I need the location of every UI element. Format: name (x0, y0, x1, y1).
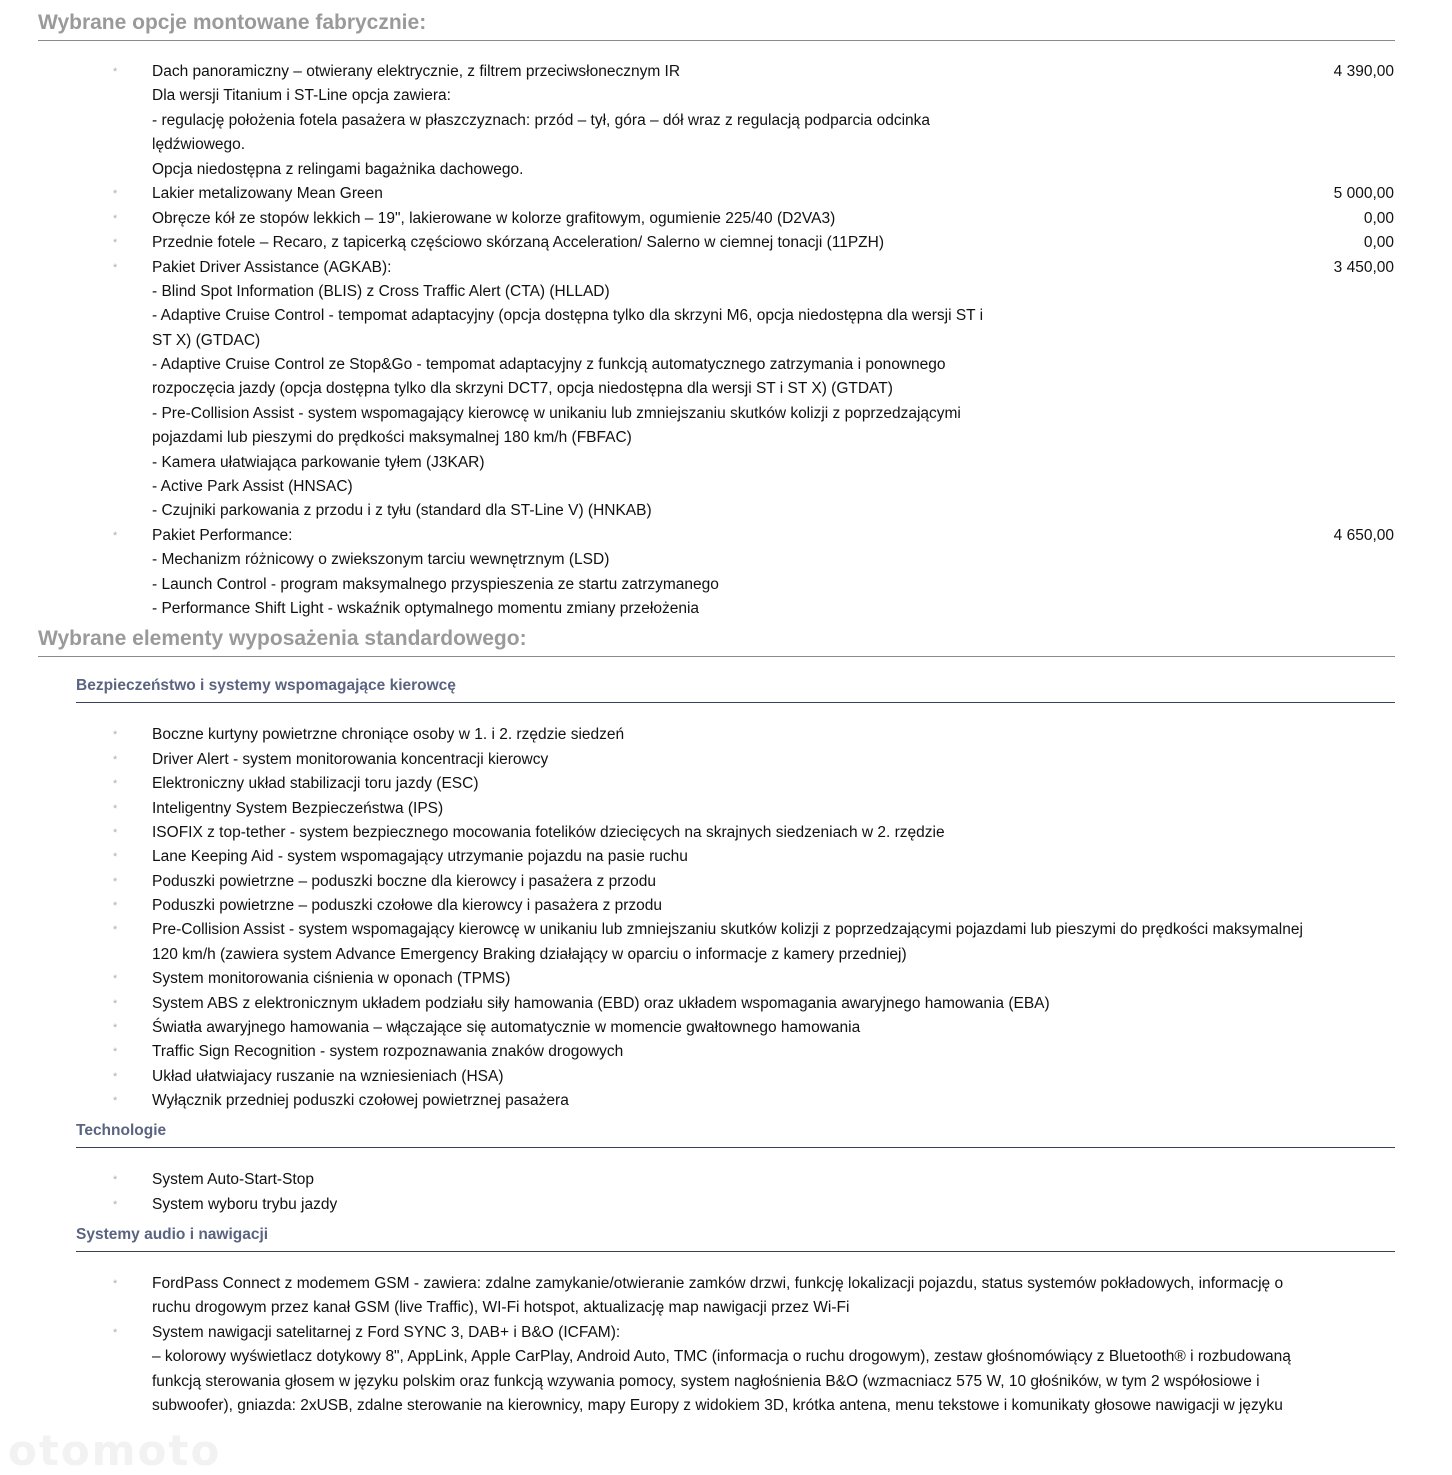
bullet-icon: * (113, 262, 118, 274)
list-item: System monitorowania ciśnienia w oponach (TPMS) (152, 970, 511, 987)
list-item: Poduszki powietrzne – poduszki czołowe dla kierowcy i pasażera z przodu (152, 897, 663, 914)
option-line: pojazdami lub pieszymi do prędkości maksymalnej 180 km/h (FBFAC) (152, 429, 632, 446)
option-line: Przednie fotele – Recaro, z tapicerką częściowo skórzaną Acceleration/ Salerno w ciemnej tonacji (11PZH) (152, 234, 884, 251)
bullet-icon: * (113, 778, 118, 790)
option-line: - Adaptive Cruise Control ze Stop&Go - tempomat adaptacyjny z funkcją automatycznego zatrzymania i ponownego (152, 356, 946, 373)
list-item: System nawigacji satelitarnej z Ford SYNC 3, DAB+ i B&O (ICFAM): (152, 1324, 621, 1341)
list-item: Lane Keeping Aid - system wspomagający utrzymanie pojazdu na pasie ruchu (152, 848, 688, 865)
list-item: System Auto-Start-Stop (152, 1171, 314, 1188)
list-item: Światła awaryjnego hamowania – włączające się automatycznie w momencie gwałtownego hamowania (152, 1019, 861, 1036)
option-line: - Active Park Assist (HNSAC) (152, 478, 353, 495)
bullet-icon: * (113, 66, 118, 78)
bullet-icon: * (113, 803, 118, 815)
list-item: System ABS z elektronicznym układem podziału siły hamowania (EBD) oraz układem wspomagania awaryjnego hamowania (EBA) (152, 995, 1050, 1012)
option-line: - Pre-Collision Assist - system wspomagający kierowcę w unikaniu lub zmniejszaniu skutków kolizji z poprzedzającymi (152, 405, 961, 422)
list-item: Pre-Collision Assist - system wspomagający kierowcę w unikaniu lub zmniejszaniu skutków kolizji z poprzedzającymi pojazdami lub pieszymi do prędkości maksymalnej (152, 921, 1303, 938)
bullet-icon: * (113, 900, 118, 912)
option-line: - regulację położenia fotela pasażera w płaszczyznach: przód – tył, góra – dół wraz z regulacją podparcia odcinka (152, 112, 931, 129)
option-line: rozpoczęcia jazdy (opcja dostępna tylko dla skrzyni DCT7, opcja niedostępna dla wersji ST i ST X) (GTDAT) (152, 380, 893, 397)
category-technology-heading: Technologie (76, 1121, 1395, 1148)
bullet-icon: * (113, 754, 118, 766)
option-price: 5 000,00 (1333, 185, 1394, 202)
list-item: Inteligentny System Bezpieczeństwa (IPS) (152, 800, 444, 817)
list-item: System wyboru trybu jazdy (152, 1196, 338, 1213)
option-line: - Czujniki parkowania z przodu i z tyłu (standard dla ST-Line V) (HNKAB) (152, 502, 652, 519)
bullet-icon: * (113, 998, 118, 1010)
option-line: - Blind Spot Information (BLIS) z Cross Traffic Alert (CTA) (HLLAD) (152, 283, 610, 300)
option-line: - Mechanizm różnicowy o zwiekszonym tarciu wewnętrznym (LSD) (152, 551, 610, 568)
bullet-icon: * (113, 729, 118, 741)
option-price: 4 650,00 (1333, 527, 1394, 544)
bullet-icon: * (113, 827, 118, 839)
category-audio-heading: Systemy audio i nawigacji (76, 1225, 1395, 1252)
factory-options-title: Wybrane opcje montowane fabrycznie: (38, 10, 1395, 41)
bullet-icon: * (113, 188, 118, 200)
list-item: Elektroniczny układ stabilizacji toru jazdy (ESC) (152, 775, 479, 792)
bullet-icon: * (113, 1071, 118, 1083)
list-item: Traffic Sign Recognition - system rozpoznawania znaków drogowych (152, 1043, 624, 1060)
option-line: Obręcze kół ze stopów lekkich – 19", lakierowane w kolorze grafitowym, ogumienie 225/40 (D2VA3) (152, 210, 836, 227)
bullet-icon: * (113, 1199, 118, 1211)
option-line: - Performance Shift Light - wskaźnik optymalnego momentu zmiany przełożenia (152, 600, 700, 617)
list-item: Wyłącznik przedniej poduszki czołowej powietrznej pasażera (152, 1092, 569, 1109)
list-item: subwoofer), gniazda: 2xUSB, zdalne sterowanie na kierownicy, mapy Europy z widokiem 3D, krótka antena, menu tekstowe i komunikaty głosowe nawigacji w języku (152, 1397, 1283, 1414)
list-item: ruchu drogowym przez kanał GSM (live Traffic), WI-Fi hotspot, aktualizację map nawigacji przez Wi-Fi (152, 1299, 850, 1316)
bullet-icon: * (113, 530, 118, 542)
category-safety-heading: Bezpieczeństwo i systemy wspomagające kierowcę (76, 676, 1395, 703)
watermark-logo: otomoto (8, 1426, 222, 1475)
list-item: 120 km/h (zawiera system Advance Emergency Braking działający w oparciu o informacje z kamery przedniej) (152, 946, 907, 963)
option-line: Lakier metalizowany Mean Green (152, 185, 383, 202)
bullet-icon: * (113, 237, 118, 249)
bullet-icon: * (113, 851, 118, 863)
option-line: Opcja niedostępna z relingami bagażnika dachowego. (152, 161, 524, 178)
bullet-icon: * (113, 1278, 118, 1290)
bullet-icon: * (113, 1046, 118, 1058)
option-price: 0,00 (1363, 210, 1394, 227)
bullet-icon: * (113, 876, 118, 888)
option-line: Pakiet Driver Assistance (AGKAB): (152, 259, 392, 276)
list-item: Driver Alert - system monitorowania koncentracji kierowcy (152, 751, 549, 768)
bullet-icon: * (113, 1327, 118, 1339)
option-line: - Kamera ułatwiająca parkowanie tyłem (J3KAR) (152, 454, 485, 471)
option-line: - Launch Control - program maksymalnego przyspieszenia ze startu zatrzymanego (152, 576, 719, 593)
option-price: 0,00 (1363, 234, 1394, 251)
option-line: Pakiet Performance: (152, 527, 293, 544)
list-item: ISOFIX z top-tether - system bezpiecznego mocowania fotelików dziecięcych na skrajnych siedzeniach w 2. rzędzie (152, 824, 945, 841)
bullet-icon: * (113, 213, 118, 225)
list-item: funkcją sterowania głosem w języku polskim oraz funkcją wzywania pomocy, system nagłośnienia B&O (wzmacniacz 575 W, 10 głośników, w tym 2 współosiowe i (152, 1373, 1260, 1390)
list-item: – kolorowy wyświetlacz dotykowy 8", AppLink, Apple CarPlay, Android Auto, TMC (informacja o ruchu drogowym), zestaw głośnomówiący z Bluetooth® i rozbudowaną (152, 1348, 1291, 1365)
option-line: ST X) (GTDAC) (152, 332, 261, 349)
bullet-icon: * (113, 1022, 118, 1034)
list-item: Układ ułatwiajacy ruszanie na wzniesieniach (HSA) (152, 1068, 504, 1085)
list-item: Poduszki powietrzne – poduszki boczne dla kierowcy i pasażera z przodu (152, 873, 657, 890)
option-price: 4 390,00 (1333, 63, 1394, 80)
option-price: 3 450,00 (1333, 259, 1394, 276)
bullet-icon: * (113, 924, 118, 936)
list-item: FordPass Connect z modemem GSM - zawiera: zdalne zamykanie/otwieranie zamków drzwi, funkcję lokalizacji pojazdu, status systemów pokładowych, informację o (152, 1275, 1284, 1292)
bullet-icon: * (113, 973, 118, 985)
option-line: Dach panoramiczny – otwierany elektrycznie, z filtrem przeciwsłonecznym IR (152, 63, 681, 80)
option-line: lędźwiowego. (152, 136, 246, 153)
option-line: Dla wersji Titanium i ST-Line opcja zawiera: (152, 87, 451, 104)
bullet-icon: * (113, 1174, 118, 1186)
bullet-icon: * (113, 1095, 118, 1107)
standard-equipment-title: Wybrane elementy wyposażenia standardowego: (38, 626, 1395, 657)
option-line: - Adaptive Cruise Control - tempomat adaptacyjny (opcja dostępna tylko dla skrzyni M6, opcja niedostępna dla wersji ST i (152, 307, 984, 324)
list-item: Boczne kurtyny powietrzne chroniące osoby w 1. i 2. rzędzie siedzeń (152, 726, 625, 743)
